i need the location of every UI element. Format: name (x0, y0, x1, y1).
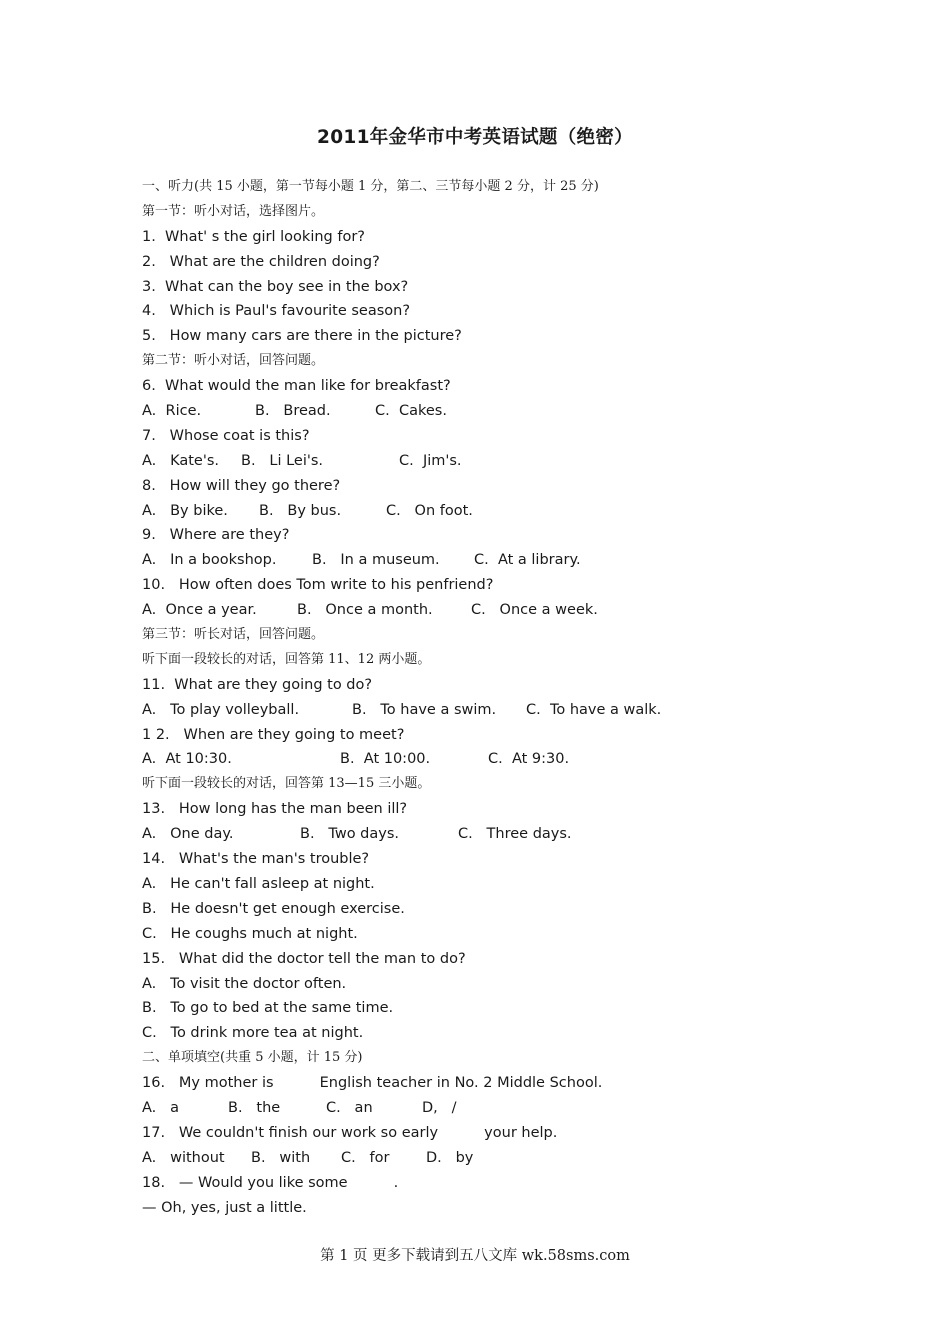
answer-option: A. One day. (142, 826, 234, 843)
exam-content (142, 175, 842, 1220)
question-line: C. To drink more tea at night. (142, 1025, 364, 1042)
question-line: C. He coughs much at night. (142, 925, 358, 942)
question-line: 17. We couldn't finish our work so early your help. (142, 1124, 558, 1141)
answer-options (142, 598, 842, 623)
question-line: 4. Which is Paul's favourite season? (142, 303, 411, 320)
question-line: 1. What' s the girl looking for? (142, 228, 365, 245)
answer-option: C. Once a week. (471, 602, 598, 619)
question-line: 11. What are they going to do? (142, 676, 373, 693)
answer-option: A. Rice. (142, 403, 202, 420)
answer-option: C. Jim's. (399, 452, 462, 469)
answer-option: C. for (341, 1149, 390, 1166)
page-title: 2011年金华市中考英语试题（绝密） (317, 127, 633, 148)
question-line: — Oh, yes, just a little. (142, 1199, 307, 1216)
question-line: 5. How many cars are there in the picture? (142, 328, 462, 345)
answer-option: A. To play volleyball. (142, 701, 300, 718)
answer-option: A. a (142, 1099, 179, 1116)
answer-options (142, 747, 842, 772)
answer-option: C. At a library. (474, 552, 581, 569)
section-heading: 一、听力(共 15 小题，第一节每小题 1 分，第二、三节每小题 2 分，计 25 分) (142, 179, 599, 194)
answer-option: C. an (326, 1099, 373, 1116)
answer-option: D. by (426, 1149, 474, 1166)
question-line: A. To visit the doctor often. (142, 975, 347, 992)
question-line: 16. My mother is English teacher in No. 2 Middle School. (142, 1075, 603, 1092)
answer-option: B. Two days. (300, 826, 400, 843)
answer-options (142, 1146, 842, 1171)
question-line: 9. Where are they? (142, 527, 290, 544)
section-heading: 第三节：听长对话，回答问题。 (142, 627, 325, 643)
answer-option: A. Kate's. (142, 452, 219, 469)
answer-options (142, 449, 842, 474)
answer-option: D, / (422, 1099, 457, 1116)
answer-option: B. At 10:00. (340, 751, 431, 768)
answer-option: B. To have a swim. (352, 701, 497, 718)
question-line: 13. How long has the man been ill? (142, 801, 408, 818)
question-line: 1 2. When are they going to meet? (142, 726, 405, 743)
page-footer: 第 1 页 更多下载请到五八文库 wk.58sms.com (320, 1248, 630, 1264)
answer-option: A. without (142, 1149, 225, 1166)
answer-option: B. In a museum. (312, 552, 440, 569)
question-line: 2. What are the children doing? (142, 253, 380, 270)
section-heading: 二、单项填空(共重 5 小题，计 15 分) (142, 1050, 363, 1066)
question-line: 15. What did the doctor tell the man to do? (142, 950, 466, 967)
question-line: 3. What can the boy see in the box? (142, 278, 409, 295)
answer-option: A. By bike. (142, 502, 228, 519)
question-line: B. He doesn't get enough exercise. (142, 900, 405, 917)
answer-option: A. Once a year. (142, 602, 257, 619)
section-heading: 第二节：听小对话，回答问题。 (142, 353, 325, 369)
answer-option: B. Bread. (255, 403, 331, 420)
answer-options (142, 548, 842, 573)
question-line: B. To go to bed at the same time. (142, 1000, 394, 1017)
answer-options (142, 1096, 842, 1121)
section-heading: 第一节：听小对话，选择图片。 (142, 203, 325, 219)
question-line: 8. How will they go there? (142, 477, 341, 494)
answer-option: C. Cakes. (375, 403, 447, 420)
section-heading: 听下面一段较长的对话，回答第 13—15 三小题。 (142, 776, 431, 792)
answer-option: B. with (251, 1149, 311, 1166)
answer-option: C. To have a walk. (526, 701, 662, 718)
answer-option: A. At 10:30. (142, 751, 232, 768)
answer-option: A. In a bookshop. (142, 552, 277, 569)
question-line: 18. — Would you like some . (142, 1174, 399, 1191)
answer-option: C. On foot. (386, 502, 473, 519)
answer-options (142, 822, 842, 847)
answer-option: B. By bus. (259, 502, 342, 519)
answer-options (142, 499, 842, 524)
answer-option: C. Three days. (458, 826, 572, 843)
answer-option: B. the (228, 1099, 281, 1116)
question-line: 6. What would the man like for breakfast? (142, 378, 451, 395)
answer-options (142, 698, 842, 723)
question-line: 14. What's the man's trouble? (142, 851, 370, 868)
question-line: 10. How often does Tom write to his penfriend? (142, 577, 494, 594)
section-heading: 听下面一段较长的对话，回答第 11、12 两小题。 (142, 651, 431, 667)
question-line: A. He can't fall asleep at night. (142, 875, 375, 892)
answer-options (142, 399, 842, 424)
answer-option: C. At 9:30. (488, 751, 570, 768)
answer-option: B. Once a month. (297, 602, 433, 619)
question-line: 7. Whose coat is this? (142, 427, 310, 444)
answer-option: B. Li Lei's. (241, 452, 324, 469)
